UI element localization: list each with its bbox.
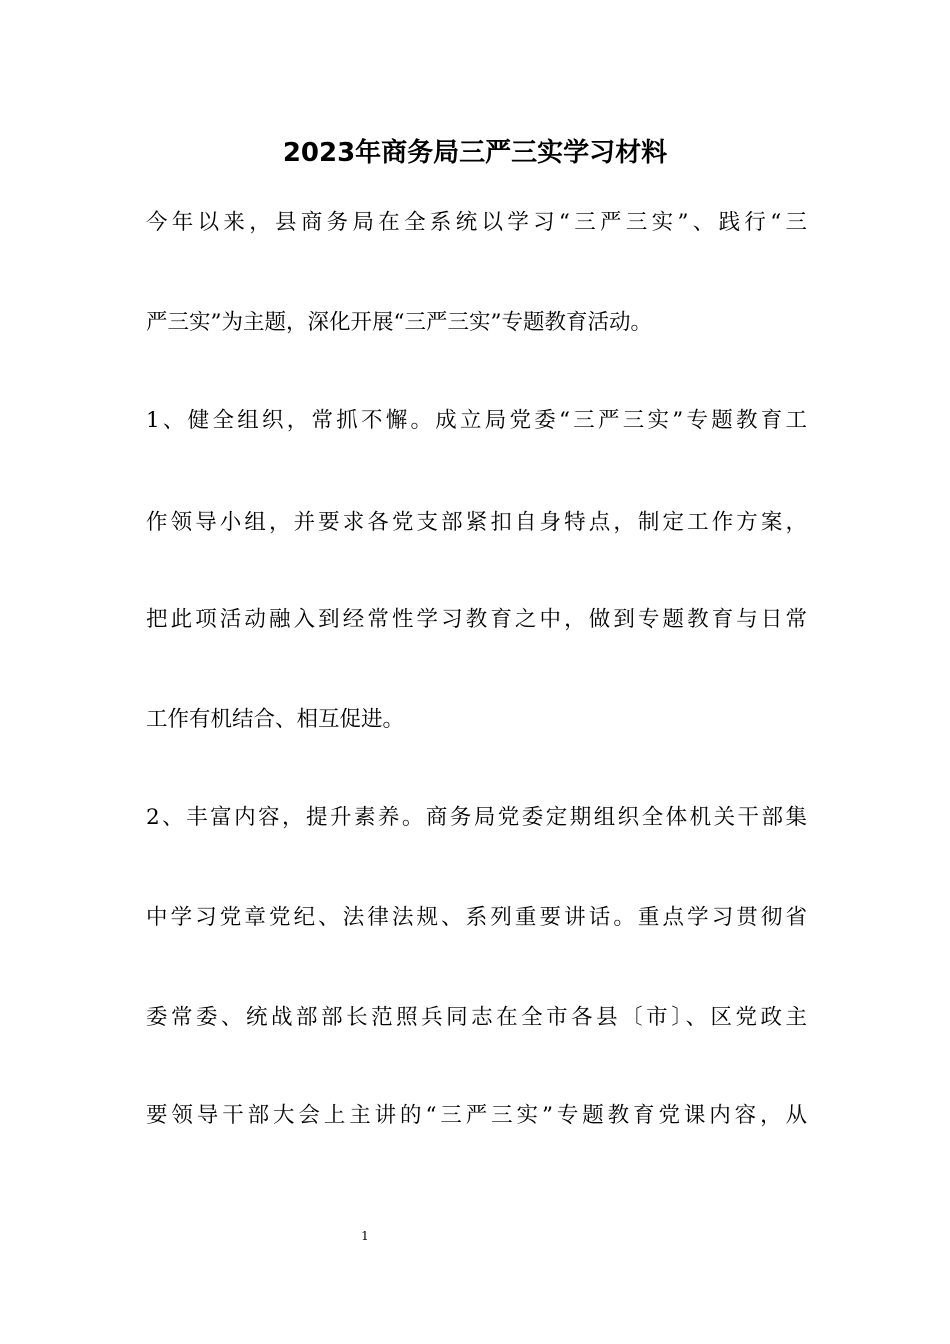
body-line: 要领导干部大会上主讲的“三严三实”专题教育党课内容，从 <box>146 1103 807 1128</box>
body-line: 作领导小组，并要求各党支部紧扣自身特点，制定工作方案， <box>146 510 807 535</box>
body-line: 工作有机结合、相互促进。 <box>146 707 405 732</box>
body-line: 今年以来，县商务局在全系统以学习“三严三实”、践行“三 <box>146 210 807 235</box>
document-title: 2023年商务局三严三实学习材料 <box>282 138 668 168</box>
body-line: 中学习党章党纪、法律法规、系列重要讲话。重点学习贯彻省 <box>146 905 807 930</box>
body-line: 2、丰富内容，提升素养。商务局党委定期组织全体机关干部集 <box>146 805 807 830</box>
body-line: 严三实”为主题，深化开展“三严三实”专题教育活动。 <box>146 310 652 335</box>
page-number: 1 <box>361 1229 369 1243</box>
body-line: 委常委、统战部部长范照兵同志在全市各县〔市〕、区党政主 <box>146 1005 807 1030</box>
body-line: 1、健全组织，常抓不懈。成立局党委“三严三实”专题教育工 <box>146 408 807 433</box>
body-line: 把此项活动融入到经常性学习教育之中，做到专题教育与日常 <box>146 607 807 632</box>
